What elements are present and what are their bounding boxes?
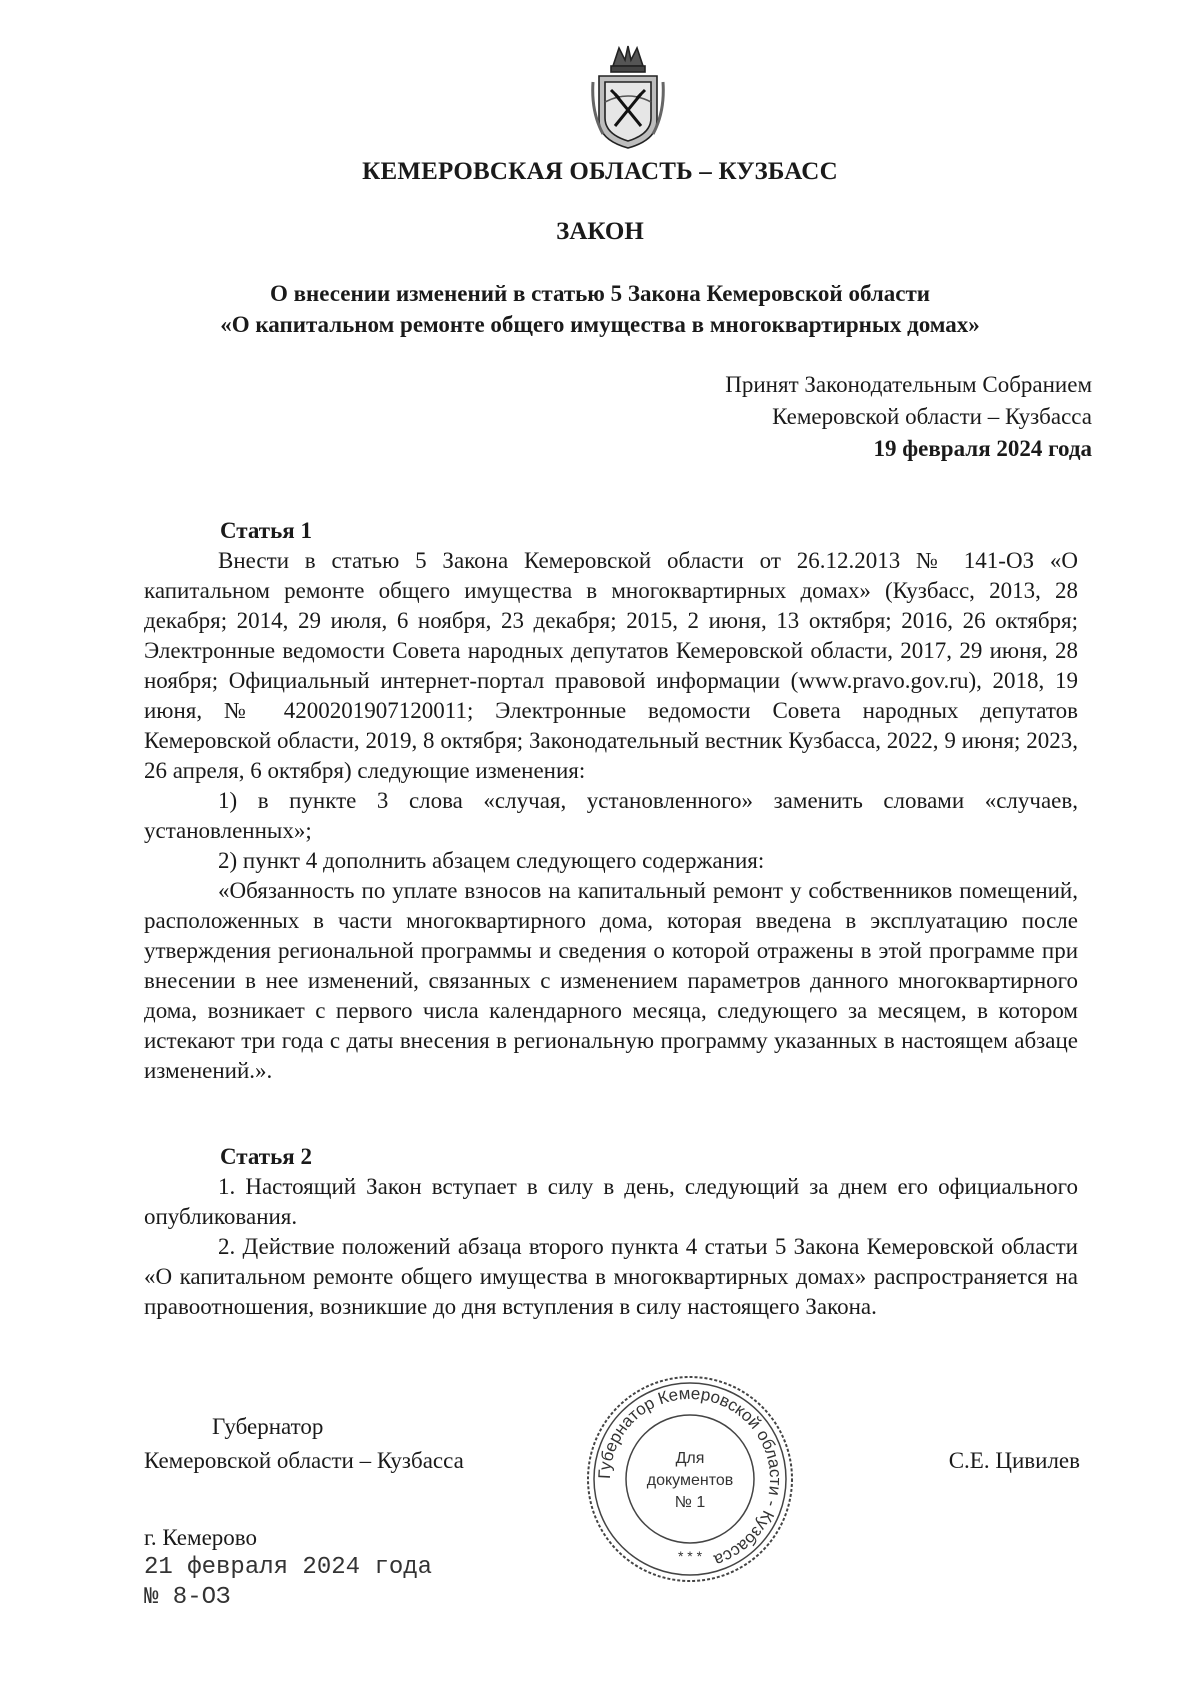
city: г. Кемерово: [144, 1525, 257, 1550]
signer-title-line-1: Губернатор: [212, 1414, 324, 1439]
stamp-stars: * * *: [677, 1548, 703, 1564]
stamp-ring-text: Губернатор Кемеровской области - Кузбасса: [594, 1383, 786, 1570]
article-2-paragraph-1: 1. Настоящий Закон вступает в силу в день, следующий за днем его официального опубликования.: [144, 1174, 1078, 1229]
stamp-line-3: № 1: [674, 1494, 706, 1511]
stamp-line-2: документов: [646, 1472, 734, 1489]
adoption-date: 19 февраля 2024 года: [873, 436, 1092, 461]
official-stamp: [584, 1373, 796, 1585]
law-title-line-1: О внесении изменений в статью 5 Закона Кемеровской области: [269, 281, 931, 306]
stamp-line-1: Для: [675, 1450, 705, 1467]
adoption-line-2: Кемеровской области – Кузбасса: [772, 404, 1092, 429]
article-2-paragraph-2: 2. Действие положений абзаца второго пункта 4 статьи 5 Закона Кемеровской области «О капитальном ремонте общего имущества в многоквартирных домах» распространяется на правоотношения, возникшие до дня вступления в силу настоящего Закона.: [144, 1234, 1078, 1319]
article-1-heading: Статья 1: [220, 518, 312, 543]
adoption-line-1: Принят Законодательным Собранием: [725, 372, 1092, 397]
signer-title-line-2: Кемеровской области – Кузбасса: [144, 1448, 464, 1473]
law-title-line-2: «О капитальном ремонте общего имущества в многоквартирных домах»: [220, 312, 980, 337]
article-2-heading: Статья 2: [220, 1144, 312, 1169]
article-2: [144, 1142, 1078, 1322]
article-1: [144, 516, 1078, 1086]
signer-name: С.Е. Цивилев: [948, 1448, 1080, 1473]
article-1-item-1: 1) в пункте 3 слова «случая, установленного» заменить словами «случаев, установленных»;: [144, 788, 1078, 843]
law-title: [0, 278, 1200, 340]
document-type: ЗАКОН: [556, 218, 644, 245]
coat-of-arms-icon: [589, 42, 667, 152]
law-number: № 8-ОЗ: [144, 1584, 231, 1611]
article-1-intro: Внести в статью 5 Закона Кемеровской области от 26.12.2013 № 141-ОЗ «О капитальном ремонте общего имущества в многоквартирных домах» (Кузбасс, 2013, 28 декабря; 2014, 29 июля, 6 ноября, 23 декабря; 2015, 2 июня, 13 октября; 2016, 26 октября; Электронные ведомости Совета народных депутатов Кемеровской области, 2017, 29 июня, 28 ноября; Официальный интернет-портал правовой информации (www.pravo.gov.ru), 2018, 19 июня, № 4200201907120011; Электронные ведомости Совета народных депутатов Кемеровской области, 2019, 8 октября; Законодательный вестник Кузбасса, 2022, 9 июня; 2023, 26 апреля, 6 октября) следующие изменения:: [144, 548, 1078, 783]
signer-title: [144, 1410, 464, 1478]
article-1-quote: «Обязанность по уплате взносов на капитальный ремонт у собственников помещений, расположенных в части многоквартирного дома, которая введена в эксплуатацию после утверждения региональной программы и сведения о которой отражены в этой программе при внесении в нее изменений, связанных с изменением параметров данного многоквартирного дома, возникает с первого числа календарного месяца, следующего за месяцем, в котором истекают три года с даты внесения в региональную программу указанных в настоящем абзаце изменений.».: [144, 878, 1078, 1083]
article-1-item-2: 2) пункт 4 дополнить абзацем следующего содержания:: [218, 848, 765, 873]
region-title: КЕМЕРОВСКАЯ ОБЛАСТЬ – КУЗБАСС: [362, 158, 838, 185]
signing-date: 21 февраля 2024 года: [144, 1554, 433, 1581]
adoption-block: [725, 369, 1092, 465]
